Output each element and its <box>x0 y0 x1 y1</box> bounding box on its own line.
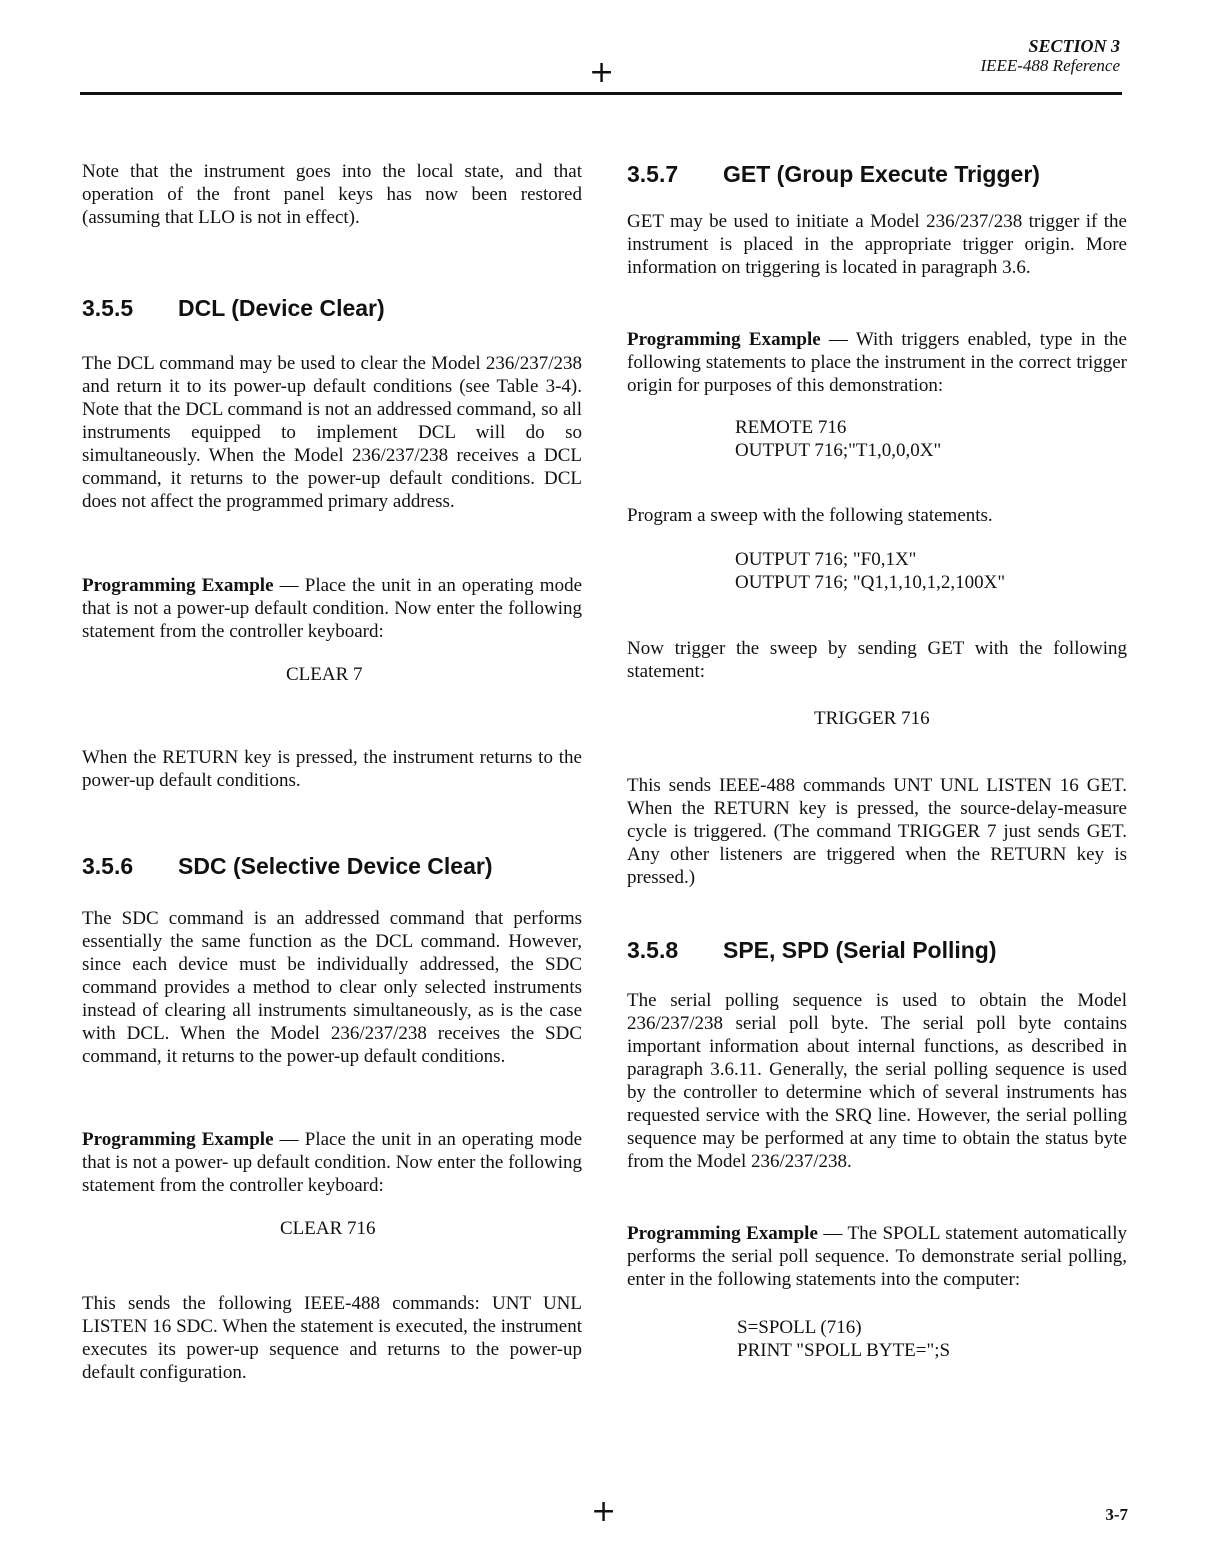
spe-code-block <box>627 1316 1127 1362</box>
code-line: OUTPUT 716;"T1,0,0,0X" <box>735 440 942 461</box>
crop-mark-bottom: + <box>591 1494 617 1529</box>
heading-sdc <box>82 852 582 880</box>
left-column <box>82 160 582 1384</box>
example-label: Programming Example <box>82 575 274 596</box>
sdc-example <box>82 1128 582 1197</box>
code-line: S=SPOLL (716) <box>737 1317 862 1338</box>
get-example <box>627 328 1127 397</box>
crop-mark-top: + <box>589 55 615 90</box>
example-text: — Place the unit in an operating mode that is not a power-up default condition. Now enter the following statement from the controller keyboard: <box>82 575 582 642</box>
example-label: Programming Example <box>627 1223 818 1244</box>
get-code-block-2 <box>627 548 1127 594</box>
intro-paragraph: Note that the instrument goes into the local state, and that operation of the front panel keys has now been restored (assuming that LLO is not in effect). <box>82 161 582 228</box>
dcl-example <box>82 574 582 643</box>
example-label: Programming Example <box>82 1129 274 1150</box>
heading-get <box>627 160 1127 188</box>
page-number: 3-7 <box>1105 1505 1128 1524</box>
get-trigger-text: Now trigger the sweep by sending GET with the following statement: <box>627 638 1127 682</box>
code-line: OUTPUT 716; "Q1,1,10,1,2,100X" <box>735 572 1006 593</box>
dcl-body: The DCL command may be used to clear the Model 236/237/238 and return it to its power-up default conditions (see Table 3-4). Note that the DCL command is not an addressed command, so all instruments equipped to implement DCL will do so simultaneously. When the Model 236/237/238 receives a DCL command, it returns to the power-up default conditions. DCL does not affect the programmed primary address. <box>82 353 582 512</box>
sdc-code: CLEAR 716 <box>280 1218 376 1239</box>
get-body: GET may be used to initiate a Model 236/237/238 trigger if the instrument is placed in the appropriate trigger origin. More information on triggering is located in paragraph 3.6. <box>627 211 1127 278</box>
get-code-trigger: TRIGGER 716 <box>814 708 930 729</box>
heading-number: 3.5.8 <box>627 937 679 963</box>
example-label: Programming Example <box>627 329 821 350</box>
section-title: IEEE-488 Reference <box>980 56 1120 75</box>
code-line: PRINT "SPOLL BYTE=";S <box>737 1340 951 1361</box>
right-column <box>627 160 1127 1362</box>
heading-number: 3.5.7 <box>627 161 679 187</box>
get-after: This sends IEEE-488 commands UNT UNL LISTEN 16 GET. When the RETURN key is pressed, the source-delay-measure cycle is triggered. (The command TRIGGER 7 just sends GET. Any other listeners are triggered when the RETURN key is pressed.) <box>627 775 1127 888</box>
heading-title: SPE, SPD (Serial Polling) <box>723 937 997 963</box>
spe-example <box>627 1222 1127 1291</box>
spe-body: The serial polling sequence is used to obtain the Model 236/237/238 serial poll byte. The serial poll byte contains important information about internal functions, as described in paragraph 3.6.11. Generally, the serial polling sequence is used by the controller to determine which of several instruments has requested service with the SRQ line. However, the serial polling sequence may be performed at any time to obtain the status byte from the Model 236/237/238. <box>627 990 1127 1172</box>
heading-title: GET (Group Execute Trigger) <box>723 161 1040 187</box>
header-rule <box>80 92 1122 95</box>
sdc-body: The SDC command is an addressed command that performs essentially the same function as the DCL command. However, since each device must be individually addressed, the SDC command provides a method to clear only selected instruments instead of clearing all instruments simultaneously, as is the case with DCL. When the Model 236/237/238 receives the SDC command, it returns to the power-up default conditions. <box>82 908 582 1067</box>
heading-number: 3.5.5 <box>82 295 134 321</box>
example-text: — The SPOLL statement automatically performs the serial poll sequence. To demonstrate serial polling, enter in the following statements into the computer: <box>627 1223 1127 1290</box>
get-sweep-text: Program a sweep with the following statements. <box>627 505 993 526</box>
code-line: OUTPUT 716; "F0,1X" <box>735 549 917 570</box>
sdc-after: This sends the following IEEE-488 commands: UNT UNL LISTEN 16 SDC. When the statement is executed, the instrument executes its power-up sequence and returns to the power-up default configuration. <box>82 1293 582 1383</box>
heading-spe <box>627 936 1127 964</box>
example-text: — Place the unit in an operating mode that is not a power- up default condition. Now enter the following statement from the controller keyboard: <box>82 1129 582 1196</box>
code-line: REMOTE 716 <box>735 417 847 438</box>
get-code-block-1 <box>627 416 1127 462</box>
section-label: SECTION 3 <box>1028 36 1120 56</box>
heading-title: SDC (Selective Device Clear) <box>178 853 493 879</box>
example-text: — With triggers enabled, type in the following statements to place the instrument in the correct trigger origin for purposes of this demonstration: <box>627 329 1127 396</box>
heading-number: 3.5.6 <box>82 853 134 879</box>
heading-title: DCL (Device Clear) <box>178 295 385 321</box>
dcl-code: CLEAR 7 <box>286 664 363 685</box>
dcl-after: When the RETURN key is pressed, the instrument returns to the power-up default conditions. <box>82 747 582 791</box>
heading-dcl <box>82 294 582 322</box>
